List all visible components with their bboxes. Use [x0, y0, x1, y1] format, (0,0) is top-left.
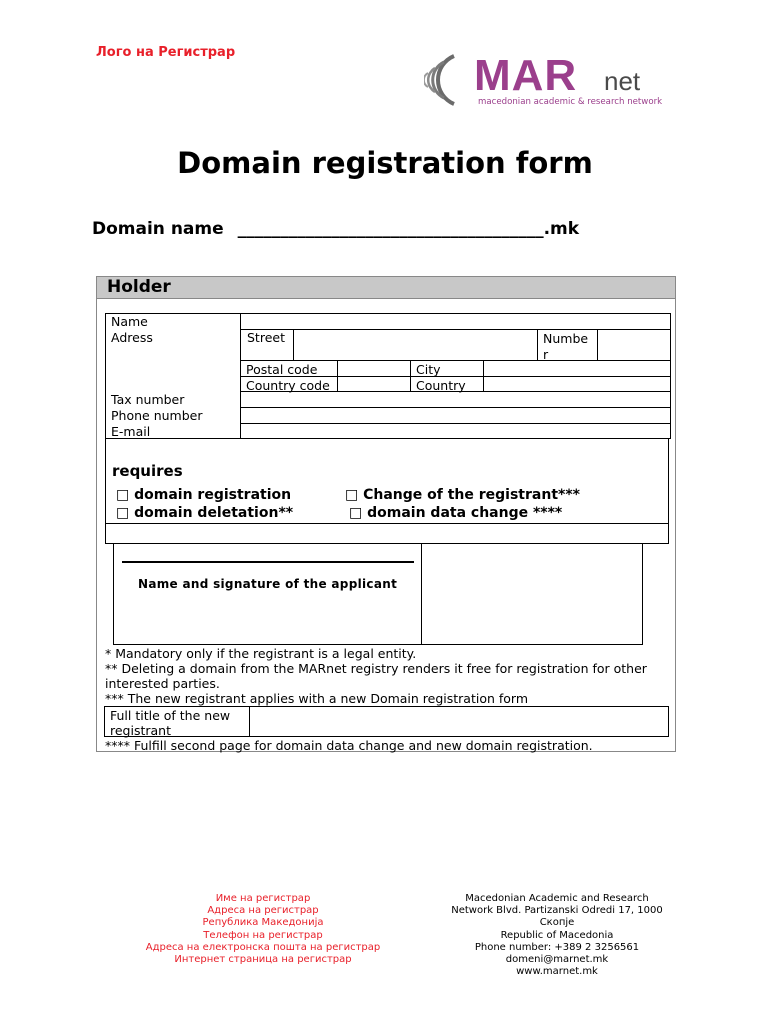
- marnet-logo-graphic: [424, 48, 682, 110]
- marnet-logo: [424, 48, 682, 110]
- stamp-box: [421, 543, 643, 645]
- tax-number-field[interactable]: [240, 391, 671, 408]
- registrar-address: Адреса на регистрар: [207, 905, 319, 917]
- country-field[interactable]: [483, 376, 671, 392]
- note-2: ** Deleting a domain from the MARnet registry renders it free for registration for other: [105, 661, 647, 676]
- registrar-website: Интернет страница на регистрар: [174, 954, 352, 966]
- name-field[interactable]: [240, 313, 671, 330]
- holder-heading-bar: [97, 277, 675, 299]
- registrar-phone: Телефон на регистрар: [203, 929, 323, 941]
- city-label: City: [416, 362, 441, 377]
- note-2-cont: interested parties.: [105, 676, 220, 691]
- new-registrant-field[interactable]: [249, 706, 669, 737]
- option-domain-data-change[interactable]: □ domain data change ****: [349, 505, 563, 521]
- note-1: * Mandatory only if the registrant is a legal entity.: [105, 646, 417, 661]
- signature-caption: Name and signature of the applicant: [138, 577, 398, 591]
- new-registrant-label-line1: Full title of the new: [110, 708, 231, 723]
- postal-code-field[interactable]: [337, 360, 411, 377]
- domain-name-field[interactable]: ____________________________________: [237, 219, 544, 239]
- signature-box: [113, 543, 422, 645]
- domain-suffix: .mk: [543, 219, 580, 239]
- marnet-country: Republic of Macedonia: [500, 929, 614, 941]
- marnet-website[interactable]: www.marnet.mk: [516, 966, 598, 978]
- number-label-line1: Numbe: [543, 331, 589, 346]
- city-field[interactable]: [483, 360, 671, 377]
- marnet-city: Скопје: [539, 917, 575, 929]
- svg-text:MAR: MAR: [474, 51, 578, 100]
- new-registrant-label-line2: registrant: [110, 723, 171, 738]
- email-label: E-mail: [111, 424, 151, 439]
- marnet-phone: Phone number: +389 2 3256561: [474, 941, 640, 953]
- signature-line[interactable]: [122, 561, 414, 563]
- country-code-field[interactable]: [337, 376, 411, 392]
- country-code-label-cell: [240, 376, 338, 392]
- street-label: Street: [247, 330, 285, 345]
- phone-number-field[interactable]: [240, 407, 671, 424]
- country-label-cell: [410, 376, 484, 392]
- registrar-contact: [130, 893, 396, 966]
- address-label: Adress: [111, 330, 153, 345]
- option-domain-registration[interactable]: □ domain registration: [116, 487, 292, 503]
- country-code-label: Country code: [246, 378, 330, 393]
- postal-code-label-cell: [240, 360, 338, 377]
- domain-name-row: [92, 219, 579, 239]
- marnet-email[interactable]: domeni@marnet.mk: [505, 954, 609, 966]
- new-registrant-label-cell: [104, 706, 250, 737]
- marnet-name: Macedonian Academic and Research: [465, 893, 649, 904]
- number-field[interactable]: [597, 329, 671, 361]
- svg-text:macedonian academic & research: macedonian academic & research network: [478, 97, 663, 107]
- number-label-cell: [537, 329, 598, 361]
- registrar-country: Република Македонија: [202, 917, 324, 929]
- city-label-cell: [410, 360, 484, 377]
- domain-name-label: Domain name: [92, 219, 224, 239]
- requires-heading: requires: [112, 462, 183, 480]
- email-field[interactable]: [240, 423, 671, 439]
- street-field[interactable]: [293, 329, 538, 361]
- marnet-address: Network Blvd. Partizanski Odredi 17, 1000: [451, 905, 663, 917]
- marnet-contact: [430, 893, 684, 978]
- name-label: Name: [111, 314, 148, 329]
- number-label-line2: r: [543, 346, 549, 362]
- postal-code-label: Postal code: [246, 362, 318, 377]
- form-title: Domain registration form: [177, 146, 593, 180]
- requires-divider: [105, 523, 669, 524]
- country-label: Country: [416, 378, 466, 393]
- option-domain-deletion[interactable]: □ domain deletation**: [116, 505, 294, 521]
- registrar-name: Име на регистрар: [215, 893, 311, 904]
- registrar-email: Адреса на електронска пошта на регистрар: [145, 941, 381, 953]
- note-4: **** Fulfill second page for domain data change and new domain registration.: [105, 738, 593, 753]
- phone-number-label: Phone number: [111, 408, 203, 423]
- tax-number-label: Tax number: [111, 392, 185, 407]
- registrar-logo-placeholder: Лого на Регистрар: [96, 45, 236, 60]
- option-change-registrant[interactable]: □ Change of the registrant***: [345, 487, 580, 503]
- holder-heading: Holder: [107, 277, 171, 297]
- note-3: *** The new registrant applies with a new Domain registration form: [105, 691, 529, 706]
- svg-text:net: net: [604, 66, 641, 96]
